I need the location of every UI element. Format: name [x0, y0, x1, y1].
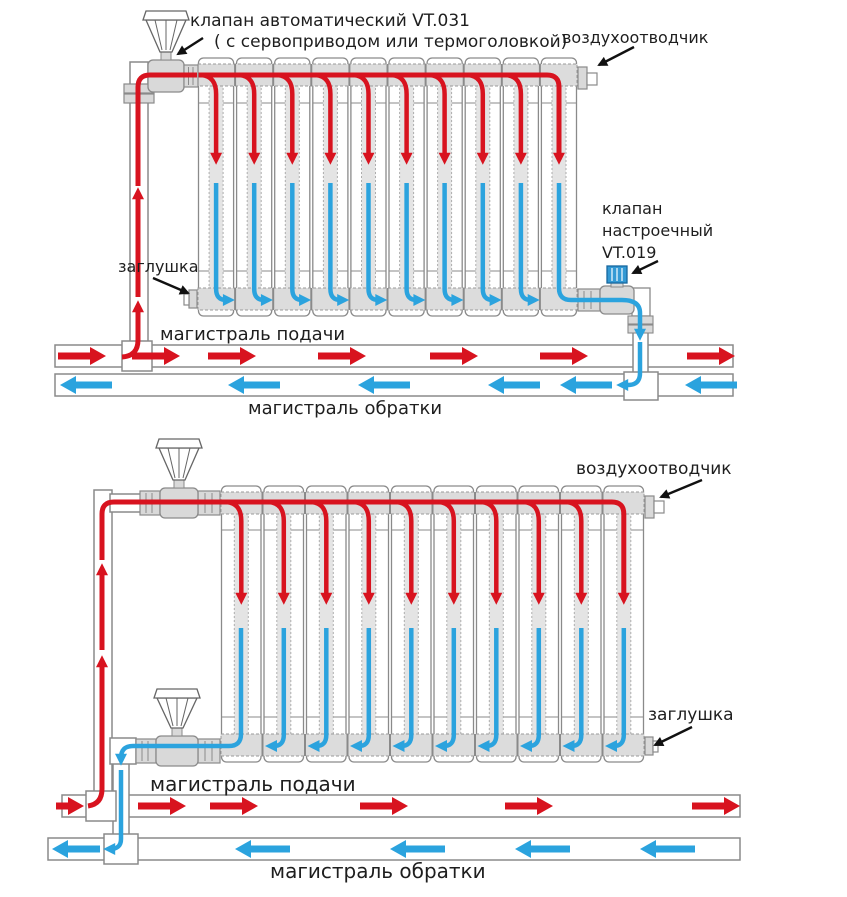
- return-valve: [110, 689, 220, 766]
- radiator: [195, 58, 577, 316]
- air-vent-icon: [578, 67, 597, 89]
- pointer-arrow: [599, 47, 634, 65]
- pointer-arrow: [655, 727, 692, 745]
- pointer-arrow: [633, 261, 658, 273]
- diagram-diagonal-connection: [48, 439, 740, 883]
- label-plug: заглушка: [648, 705, 734, 725]
- label-auto-valve-2: ( с сервоприводом или термоголовкой): [214, 32, 568, 52]
- label-setting-valve: клапан: [602, 199, 663, 218]
- label-return-main: магистраль обратки: [270, 859, 486, 883]
- valve-union: [136, 739, 156, 763]
- pointer-arrow: [153, 278, 188, 293]
- pointer-arrow: [178, 38, 203, 54]
- label-supply-main: магистраль подачи: [160, 324, 346, 345]
- label-supply-main: магистраль подачи: [150, 772, 356, 796]
- label-air-vent: воздухоотводчик: [562, 28, 709, 47]
- valve-body: [156, 736, 198, 766]
- thermo-head-cap: [154, 689, 200, 698]
- thermo-head-cap: [156, 439, 202, 448]
- thermo-head-cap: [143, 11, 189, 20]
- label-setting-valve-3: VT.019: [602, 243, 657, 262]
- label-plug: заглушка: [118, 257, 199, 276]
- plug-icon: [645, 737, 658, 755]
- label-setting-valve-2: настроечный: [602, 221, 714, 240]
- valve-neck: [161, 52, 171, 60]
- valve-neck: [172, 728, 182, 736]
- air-vent-icon: [645, 496, 664, 518]
- auto-valve: [110, 439, 220, 518]
- diagram-side-connection: [55, 11, 737, 419]
- label-air-vent: воздухоотводчик: [576, 459, 732, 479]
- valve-union: [198, 739, 220, 763]
- label-return-main: магистраль обратки: [248, 398, 443, 419]
- label-auto-valve: клапан автоматический VT.031: [190, 11, 471, 31]
- pointer-arrow: [661, 480, 702, 497]
- valve-neck: [174, 480, 184, 488]
- radiator: [220, 486, 644, 762]
